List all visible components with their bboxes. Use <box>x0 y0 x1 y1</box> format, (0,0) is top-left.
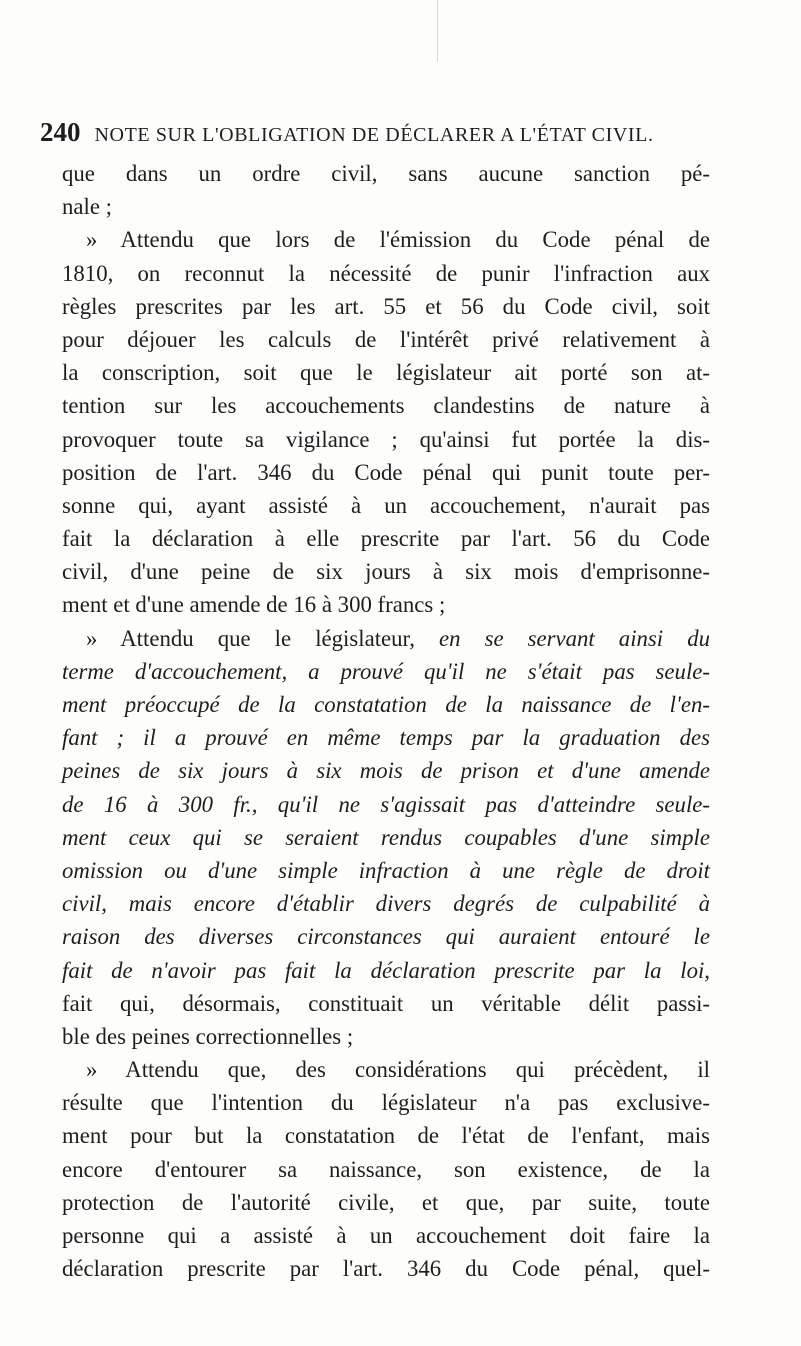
text-line: résulte que l'intention du législateur n'a pas exclusive- <box>62 1090 710 1116</box>
text-line: personne qui a assisté à un accouchement doit faire la <box>62 1223 710 1248</box>
text-line: » Attendu que, des considérations qui précèdent, il <box>86 1057 710 1083</box>
page-header <box>40 117 740 153</box>
text-line: provoquer toute sa vigilance ; qu'ainsi fut portée la dis- <box>62 426 710 452</box>
text-line: tention sur les accouchements clandestins de nature à <box>62 393 710 419</box>
text-line: nale ; <box>62 194 113 220</box>
text-line-mixed <box>62 622 710 655</box>
text-line: ment pour but la constatation de l'état de l'enfant, mais <box>62 1123 710 1149</box>
text-line-italic: omission ou d'une simple infraction à une règle de droit <box>62 857 710 883</box>
text-segment-roman: » Attendu que le législateur, <box>86 625 439 651</box>
text-line: protection de l'autorité civile, et que, par suite, toute <box>62 1189 710 1215</box>
running-title-text: NOTE SUR L'OBLIGATION DE DÉCLARER A L'ÉTAT CIVIL. <box>94 124 654 146</box>
text-line: que dans un ordre civil, sans aucune sanction pé- <box>62 161 710 186</box>
text-line-italic: fant ; il a prouvé en même temps par la graduation des <box>62 725 710 751</box>
text-line: pour déjouer les calculs de l'intérêt privé relativement à <box>62 326 710 352</box>
text-line: règles prescrites par les art. 55 et 56 du Code civil, soit <box>62 293 710 319</box>
text-line: position de l'art. 346 du Code pénal qui punit toute per- <box>62 459 710 485</box>
text-line-italic: ment préoccupé de la constatation de la naissance de l'en- <box>62 692 710 717</box>
text-line-italic: civil, mais encore d'établir divers degrés de culpabilité à <box>62 891 710 917</box>
text-line-italic: peines de six jours à six mois de prison et d'une amende <box>62 758 710 784</box>
page-number: 240 <box>40 117 81 147</box>
scan-gutter-line <box>437 0 438 62</box>
text-line: 1810, on reconnut la nécessité de punir l'infraction aux <box>62 260 710 286</box>
text-line: fait la déclaration à elle prescrite par l'art. 56 du Code <box>62 526 710 552</box>
text-line: déclaration prescrite par l'art. 346 du Code pénal, quel- <box>62 1256 710 1282</box>
text-segment-italic: en se servant ainsi du <box>439 625 710 651</box>
running-title <box>95 124 654 147</box>
text-line: » Attendu que lors de l'émission du Code pénal de <box>86 227 710 253</box>
text-line: encore d'entourer sa naissance, son existence, de la <box>62 1156 710 1182</box>
text-line: civil, d'une peine de six jours à six mois d'emprisonne- <box>62 559 710 585</box>
text-line-italic: ment ceux qui se seraient rendus coupables d'une simple <box>62 824 710 850</box>
text-line-italic: terme d'accouchement, a prouvé qu'il ne s'était pas seule- <box>62 658 710 684</box>
body-text <box>62 157 710 1285</box>
text-line-italic: fait de n'avoir pas fait la déclaration prescrite par la loi, <box>62 957 710 983</box>
text-line-italic: raison des diverses circonstances qui auraient entouré le <box>62 924 710 950</box>
text-line: ment et d'une amende de 16 à 300 francs ; <box>62 592 446 618</box>
text-line: fait qui, désormais, constituait un véritable délit passi- <box>62 990 710 1016</box>
text-line: la conscription, soit que le législateur ait porté son at- <box>62 360 710 386</box>
text-line: sonne qui, ayant assisté à un accouchement, n'aurait pas <box>62 492 710 518</box>
text-line: ble des peines correctionnelles ; <box>62 1023 354 1049</box>
text-line-italic: de 16 à 300 fr., qu'il ne s'agissait pas d'atteindre seule- <box>62 791 710 817</box>
